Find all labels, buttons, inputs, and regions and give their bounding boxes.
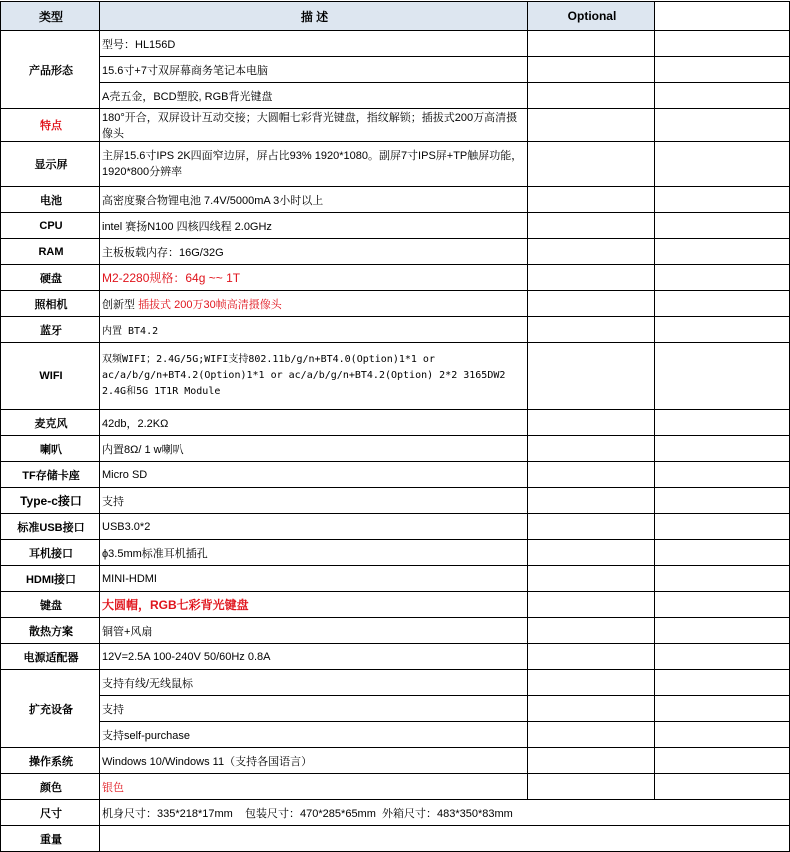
row-label-battery: 电池	[1, 187, 100, 213]
extra-cell	[655, 291, 790, 317]
optional-cell	[528, 696, 655, 722]
optional-cell	[528, 265, 655, 291]
table-row	[1, 592, 790, 618]
table-row	[1, 187, 790, 213]
optional-cell	[528, 618, 655, 644]
camera-prefix: 创新型	[102, 298, 139, 311]
table-row	[1, 239, 790, 265]
optional-cell	[528, 670, 655, 696]
extra-cell	[655, 722, 790, 748]
table-row	[1, 644, 790, 670]
audio-value: ϕ3.5mm标准耳机插孔	[100, 540, 528, 566]
extra-cell	[655, 31, 790, 57]
table-row	[1, 213, 790, 239]
table-row	[1, 774, 790, 800]
optional-cell	[528, 239, 655, 265]
extra-cell	[655, 514, 790, 540]
wifi-value: 双频WIFI；2.4G/5G;WIFI支持802.11b/g/n+BT4.0(Option)1*1 or ac/a/b/g/n+BT4.2(Option)1*1 or ac/a/b/g/n+BT4.2(Option) 2*2 3165DW2 2.4G和5G 1T1R Module	[100, 343, 528, 410]
table-row	[1, 826, 790, 852]
extra-cell	[655, 187, 790, 213]
row-label-camera: 照相机	[1, 291, 100, 317]
header-row	[1, 2, 790, 31]
table-row	[1, 748, 790, 774]
table-row	[1, 31, 790, 57]
header-type: 类型	[1, 2, 100, 31]
table-row	[1, 514, 790, 540]
header-description: 描 述	[100, 2, 528, 31]
os-value: Windows 10/Windows 11（支持各国语言）	[100, 748, 528, 774]
mic-value: 42db，2.2KΩ	[100, 410, 528, 436]
table-row	[1, 265, 790, 291]
extra-cell	[655, 748, 790, 774]
form-model: 型号：HL156D	[100, 31, 528, 57]
table-row	[1, 317, 790, 343]
tf-value: Micro SD	[100, 462, 528, 488]
extra-cell	[655, 83, 790, 109]
extra-cell	[655, 265, 790, 291]
optional-cell	[528, 410, 655, 436]
optional-cell	[528, 213, 655, 239]
storage-value: M2-2280规格：64g ~~ 1T	[100, 265, 528, 291]
expansion-self-purchase: 支持self-purchase	[100, 722, 528, 748]
table-row	[1, 618, 790, 644]
row-label-hdmi: HDMI接口	[1, 566, 100, 592]
extra-cell	[655, 142, 790, 187]
table-row	[1, 410, 790, 436]
optional-cell	[528, 343, 655, 410]
extra-cell	[655, 774, 790, 800]
speaker-value: 内置8Ω/ 1 w喇叭	[100, 436, 528, 462]
row-label-cooling: 散热方案	[1, 618, 100, 644]
ram-value: 主板板载内存：16G/32G	[100, 239, 528, 265]
optional-cell	[528, 748, 655, 774]
row-label-expansion: 扩充设备	[1, 670, 100, 748]
extra-cell	[655, 57, 790, 83]
table-row	[1, 343, 790, 410]
camera-highlight: 插拔式 200万30帧高清摄像头	[138, 298, 282, 311]
optional-cell	[528, 514, 655, 540]
adapter-value: 12V=2.5A 100-240V 50/60Hz 0.8A	[100, 644, 528, 670]
table-row	[1, 436, 790, 462]
row-label-storage: 硬盘	[1, 265, 100, 291]
row-label-wifi: WIFI	[1, 343, 100, 410]
extra-cell	[655, 239, 790, 265]
table-row	[1, 462, 790, 488]
table-row	[1, 57, 790, 83]
camera-value	[100, 291, 528, 317]
row-label-bluetooth: 蓝牙	[1, 317, 100, 343]
row-label-display: 显示屏	[1, 142, 100, 187]
row-label-color: 颜色	[1, 774, 100, 800]
extra-cell	[655, 540, 790, 566]
extra-cell	[655, 618, 790, 644]
optional-cell	[528, 644, 655, 670]
row-label-cpu: CPU	[1, 213, 100, 239]
form-type: 15.6寸+7寸双屏幕商务笔记本电脑	[100, 57, 528, 83]
row-label-mic: 麦克风	[1, 410, 100, 436]
display-value: 主屏15.6寸IPS 2K四面窄边屏，屏占比93% 1920*1080。副屏7寸IPS屏+TP触屏功能， 1920*800分辨率	[100, 142, 528, 187]
extra-cell	[655, 109, 790, 142]
table-row	[1, 696, 790, 722]
extra-cell	[655, 488, 790, 514]
optional-cell	[528, 540, 655, 566]
cpu-value: intel 赛扬N100 四核四线程 2.0GHz	[100, 213, 528, 239]
optional-cell	[528, 317, 655, 343]
row-label-speaker: 喇叭	[1, 436, 100, 462]
extra-cell	[655, 696, 790, 722]
row-label-size: 尺寸	[1, 800, 100, 826]
row-label-tf: TF存储卡座	[1, 462, 100, 488]
header-blank	[655, 2, 790, 31]
table-row	[1, 670, 790, 696]
cooling-value: 铜管+风扇	[100, 618, 528, 644]
optional-cell	[528, 57, 655, 83]
optional-cell	[528, 566, 655, 592]
optional-cell	[528, 462, 655, 488]
extra-cell	[655, 462, 790, 488]
row-label-ram: RAM	[1, 239, 100, 265]
extra-cell	[655, 670, 790, 696]
optional-cell	[528, 592, 655, 618]
features-value: 180°开合，双屏设计互动交接；大圆帽七彩背光键盘，指纹解锁；插拔式200万高清摄像头	[100, 109, 528, 142]
table-row	[1, 83, 790, 109]
table-row	[1, 566, 790, 592]
row-label-features: 特点	[1, 109, 100, 142]
weight-value	[100, 826, 790, 852]
expansion-support: 支持	[100, 696, 528, 722]
row-label-audio: 耳机接口	[1, 540, 100, 566]
extra-cell	[655, 317, 790, 343]
table-row	[1, 291, 790, 317]
row-label-typec: Type-c接口	[1, 488, 100, 514]
hdmi-value: MINI-HDMI	[100, 566, 528, 592]
extra-cell	[655, 213, 790, 239]
table-row	[1, 800, 790, 826]
optional-cell	[528, 31, 655, 57]
extra-cell	[655, 343, 790, 410]
table-row	[1, 142, 790, 187]
optional-cell	[528, 774, 655, 800]
extra-cell	[655, 592, 790, 618]
table-row	[1, 540, 790, 566]
optional-cell	[528, 488, 655, 514]
battery-value: 高密度聚合物锂电池 7.4V/5000mA 3小时以上	[100, 187, 528, 213]
row-label-adapter: 电源适配器	[1, 644, 100, 670]
optional-cell	[528, 187, 655, 213]
typec-value: 支持	[100, 488, 528, 514]
row-label-usb: 标准USB接口	[1, 514, 100, 540]
table-row	[1, 109, 790, 142]
optional-cell	[528, 83, 655, 109]
row-label-form: 产品形态	[1, 31, 100, 109]
table-row	[1, 722, 790, 748]
row-label-keyboard: 键盘	[1, 592, 100, 618]
size-value: 机身尺寸：335*218*17mm 包装尺寸：470*285*65mm 外箱尺寸：483*350*83mm	[100, 800, 790, 826]
bluetooth-value: 内置 BT4.2	[100, 317, 528, 343]
optional-cell	[528, 142, 655, 187]
color-value: 银色	[100, 774, 528, 800]
optional-cell	[528, 722, 655, 748]
optional-cell	[528, 436, 655, 462]
extra-cell	[655, 410, 790, 436]
extra-cell	[655, 566, 790, 592]
form-material: A壳五金，BCD塑胶, RGB背光键盘	[100, 83, 528, 109]
row-label-weight: 重量	[1, 826, 100, 852]
header-optional: Optional	[528, 2, 655, 31]
spec-table	[0, 1, 790, 852]
row-label-os: 操作系统	[1, 748, 100, 774]
expansion-mouse: 支持有线/无线鼠标	[100, 670, 528, 696]
table-row	[1, 488, 790, 514]
usb-value: USB3.0*2	[100, 514, 528, 540]
extra-cell	[655, 644, 790, 670]
keyboard-value: 大圆帽，RGB七彩背光键盘	[100, 592, 528, 618]
optional-cell	[528, 109, 655, 142]
optional-cell	[528, 291, 655, 317]
extra-cell	[655, 436, 790, 462]
